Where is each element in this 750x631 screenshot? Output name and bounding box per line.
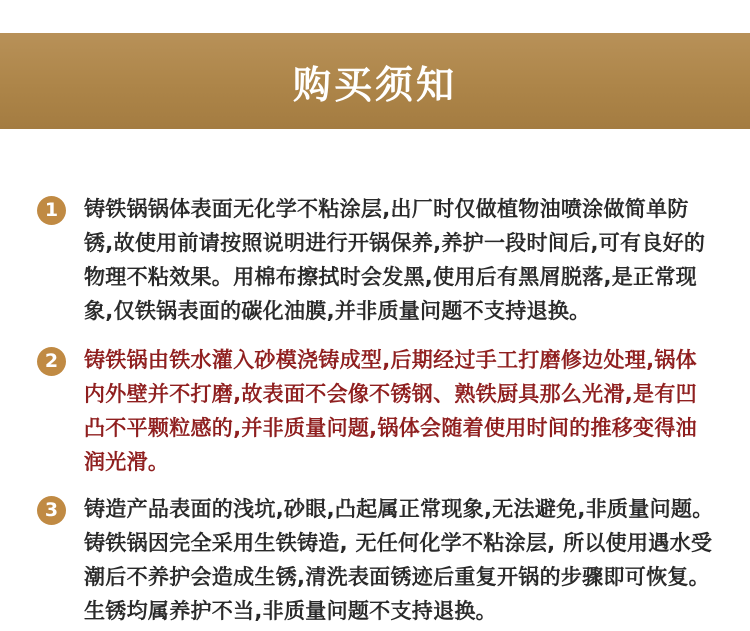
number-badge-2: 2 <box>37 347 66 376</box>
notice-text-2: 铸铁锅由铁水灌入砂模浇铸成型,后期经过手工打磨修边处理,锅体内外壁并不打磨,故表面不会像不锈钢、熟铁厨具那么光滑,是有凹凸不平颗粒感的,并非质量问题,锅体会随着使用时间的推移变得油润光滑。 <box>84 348 697 474</box>
page-title: 购买须知 <box>292 62 457 107</box>
number-badge-3: 3 <box>37 496 66 525</box>
header-banner <box>0 33 750 129</box>
notice-text-3: 铸造产品表面的浅坑,砂眼,凸起属正常现象,无法避免,非质量问题。铸铁锅因完全采用生铁铸造, 无任何化学不粘涂层, 所以使用遇水受潮后不养护会造成生锈,清洗表面锈迹后重复开锅的步骤即可恢复。生锈均属养护不当,非质量问题不支持退换。 <box>84 497 714 623</box>
notice-text-1: 铸铁锅锅体表面无化学不粘涂层,出厂时仅做植物油喷涂做简单防锈,故使用前请按照说明进行开锅保养,养护一段时间后,可有良好的物理不粘效果。用棉布擦拭时会发黑,使用后有黑屑脱落,是正常现象,仅铁锅表面的碳化油膜,并非质量问题不支持退换。 <box>84 197 706 323</box>
number-badge-1: 1 <box>37 196 66 225</box>
